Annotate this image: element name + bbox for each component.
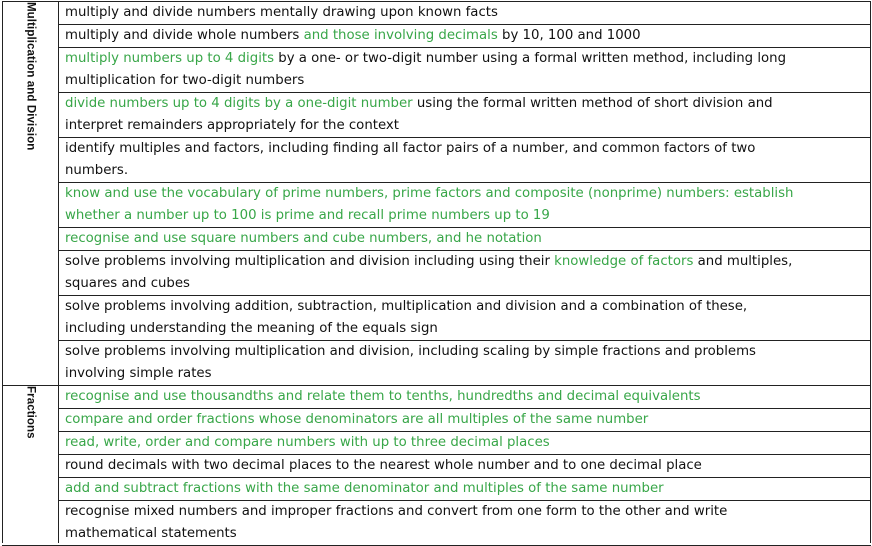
objective-cell — [59, 501, 871, 546]
table-row — [3, 386, 871, 409]
objective-text: solve problems involving multiplication and division, including scaling by simple fractions and problems — [65, 344, 756, 359]
table-row — [3, 432, 871, 455]
objective-cell — [59, 2, 871, 25]
section-topic-label: Fractions — [24, 386, 37, 439]
objective-cell — [59, 138, 871, 183]
objective-text: involving simple rates — [65, 366, 212, 381]
curriculum-table-body — [3, 2, 871, 546]
objective-cell — [59, 25, 871, 48]
table-row — [3, 2, 871, 25]
objective-line — [65, 251, 864, 273]
objective-text: multiplication for two-digit numbers — [65, 73, 305, 88]
objective-line — [65, 2, 864, 24]
objective-cell — [59, 341, 871, 386]
objective-text-highlighted: multiply numbers up to 4 digits — [65, 51, 275, 66]
objective-text: mathematical statements — [65, 526, 237, 541]
objective-line — [65, 228, 864, 250]
section-topic-cell — [3, 2, 59, 386]
objective-line — [65, 386, 864, 408]
objective-line — [65, 455, 864, 477]
objective-line — [65, 341, 864, 363]
objective-line — [65, 432, 864, 454]
objective-text: recognise mixed numbers and improper fractions and convert from one form to the other and write — [65, 504, 728, 519]
curriculum-table-wrapper — [2, 1, 871, 546]
objective-text-highlighted: know and use the vocabulary of prime numbers, prime factors and composite (nonprime) numbers: establish — [65, 186, 794, 201]
objective-text-highlighted: read, write, order and compare numbers with up to three decimal places — [65, 435, 550, 450]
table-row — [3, 455, 871, 478]
objective-text: including understanding the meaning of the equals sign — [65, 321, 438, 336]
objective-text: identify multiples and factors, including finding all factor pairs of a number, and common factors of two — [65, 141, 756, 156]
table-row — [3, 228, 871, 251]
objective-line — [65, 501, 864, 523]
table-row — [3, 341, 871, 386]
objective-line — [65, 115, 864, 137]
objective-cell — [59, 409, 871, 432]
objective-cell — [59, 251, 871, 296]
objective-cell — [59, 93, 871, 138]
objective-cell — [59, 455, 871, 478]
table-row — [3, 48, 871, 93]
objective-text-highlighted: divide numbers up to 4 digits by a one-digit number — [65, 96, 413, 111]
table-row — [3, 138, 871, 183]
objective-line — [65, 48, 864, 70]
objective-text: by a one- or two-digit number using a formal written method, including long — [274, 51, 787, 66]
objective-text-highlighted: knowledge of factors — [554, 254, 694, 269]
objective-cell — [59, 228, 871, 251]
table-row — [3, 93, 871, 138]
objective-line — [65, 409, 864, 431]
table-row — [3, 501, 871, 546]
objective-text: by 10, 100 and 1000 — [497, 28, 641, 43]
objective-cell — [59, 386, 871, 409]
curriculum-table — [2, 1, 871, 546]
objective-cell — [59, 48, 871, 93]
objective-text-highlighted: whether a number up to 100 is prime and recall prime numbers up to 19 — [65, 208, 550, 223]
objective-line — [65, 138, 864, 160]
objective-line — [65, 273, 864, 295]
objective-line — [65, 160, 864, 182]
objective-text: multiply and divide numbers mentally drawing upon known facts — [65, 5, 498, 20]
objective-line — [65, 183, 864, 205]
table-row — [3, 183, 871, 228]
objective-text: solve problems involving multiplication and division including using their — [65, 254, 555, 269]
table-row — [3, 25, 871, 48]
objective-text: round decimals with two decimal places to the nearest whole number and to one decimal place — [65, 458, 702, 473]
objective-text: numbers. — [65, 163, 129, 178]
objective-line — [65, 478, 864, 500]
objective-text: squares and cubes — [65, 276, 190, 291]
objective-cell — [59, 432, 871, 455]
table-row — [3, 296, 871, 341]
objective-line — [65, 363, 864, 385]
objective-text-highlighted: recognise and use square numbers and cube numbers, and he notation — [65, 231, 542, 246]
objective-text-highlighted: compare and order fractions whose denominators are all multiples of the same number — [65, 412, 649, 427]
objective-line — [65, 70, 864, 92]
objective-text: and multiples, — [693, 254, 793, 269]
objective-line — [65, 318, 864, 340]
table-row — [3, 409, 871, 432]
objective-text-highlighted: and those involving decimals — [303, 28, 498, 43]
objective-text: using the formal written method of short division and — [412, 96, 773, 111]
objective-line — [65, 523, 864, 545]
objective-text: interpret remainders appropriately for the context — [65, 118, 399, 133]
section-topic-label: Multiplication and Division — [24, 2, 37, 151]
objective-text: multiply and divide whole numbers — [65, 28, 304, 43]
objective-cell — [59, 296, 871, 341]
objective-line — [65, 25, 864, 47]
objective-line — [65, 93, 864, 115]
objective-text-highlighted: add and subtract fractions with the same denominator and multiples of the same number — [65, 481, 664, 496]
objective-text-highlighted: recognise and use thousandths and relate them to tenths, hundredths and decimal equivalents — [65, 389, 701, 404]
objective-cell — [59, 478, 871, 501]
table-row — [3, 478, 871, 501]
objective-text: solve problems involving addition, subtraction, multiplication and division and a combination of these, — [65, 299, 748, 314]
table-row — [3, 251, 871, 296]
section-topic-cell — [3, 386, 59, 546]
objective-line — [65, 296, 864, 318]
objective-cell — [59, 183, 871, 228]
objective-line — [65, 205, 864, 227]
